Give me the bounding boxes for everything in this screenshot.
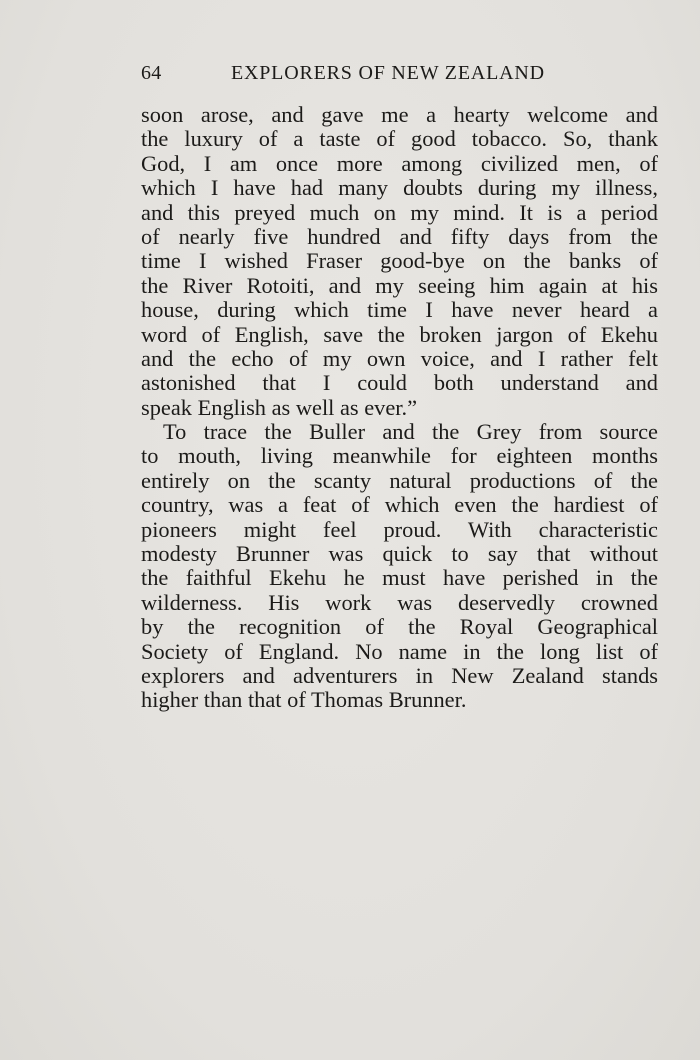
text-line: wilderness. His work was deservedly crowned xyxy=(141,589,658,615)
text-line: house, during which time I have never heard a xyxy=(141,297,658,323)
text-line: and this preyed much on my mind. It is a period xyxy=(141,199,658,225)
text-line: country, was a feat of which even the hardiest of xyxy=(141,492,658,518)
text-line: time I wished Fraser good-bye on the banks of xyxy=(141,248,658,274)
text-line: explorers and adventurers in New Zealand stands xyxy=(141,662,658,688)
text-line: of nearly five hundred and fifty days from the xyxy=(141,223,658,249)
text-line: word of English, save the broken jargon of Ekehu xyxy=(141,321,658,347)
text-line: speak English as well as ever.” xyxy=(141,394,418,420)
paragraph-2 xyxy=(141,420,658,713)
text-line: the luxury of a taste of good tobacco. So, thank xyxy=(141,126,658,152)
text-line: God, I am once more among civilized men, of xyxy=(141,150,658,176)
text-line: to mouth, living meanwhile for eighteen months xyxy=(141,443,658,469)
text-line: entirely on the scanty natural productions of the xyxy=(141,467,658,493)
text-line: by the recognition of the Royal Geographical xyxy=(141,614,658,640)
text-line: pioneers might feel proud. With characteristic xyxy=(141,516,658,542)
text-line: the faithful Ekehu he must have perished in the xyxy=(141,565,658,591)
text-line: astonished that I could both understand and xyxy=(141,370,658,396)
page-header xyxy=(141,62,661,90)
text-line: which I have had many doubts during my illness, xyxy=(141,175,658,201)
text-line: the River Rotoiti, and my seeing him again at his xyxy=(141,272,658,298)
text-line: To trace the Buller and the Grey from source xyxy=(163,419,658,445)
text-line: modesty Brunner was quick to say that without xyxy=(141,541,658,567)
running-title: EXPLORERS OF NEW ZEALAND xyxy=(231,62,545,84)
text-line: higher than that of Thomas Brunner. xyxy=(141,687,467,713)
body-text xyxy=(141,103,658,713)
text-line: and the echo of my own voice, and I rather felt xyxy=(141,345,658,371)
page-number: 64 xyxy=(141,62,162,84)
text-line: soon arose, and gave me a hearty welcome and xyxy=(141,102,658,127)
paragraph-1 xyxy=(141,103,658,420)
text-line: Society of England. No name in the long list of xyxy=(141,638,658,664)
